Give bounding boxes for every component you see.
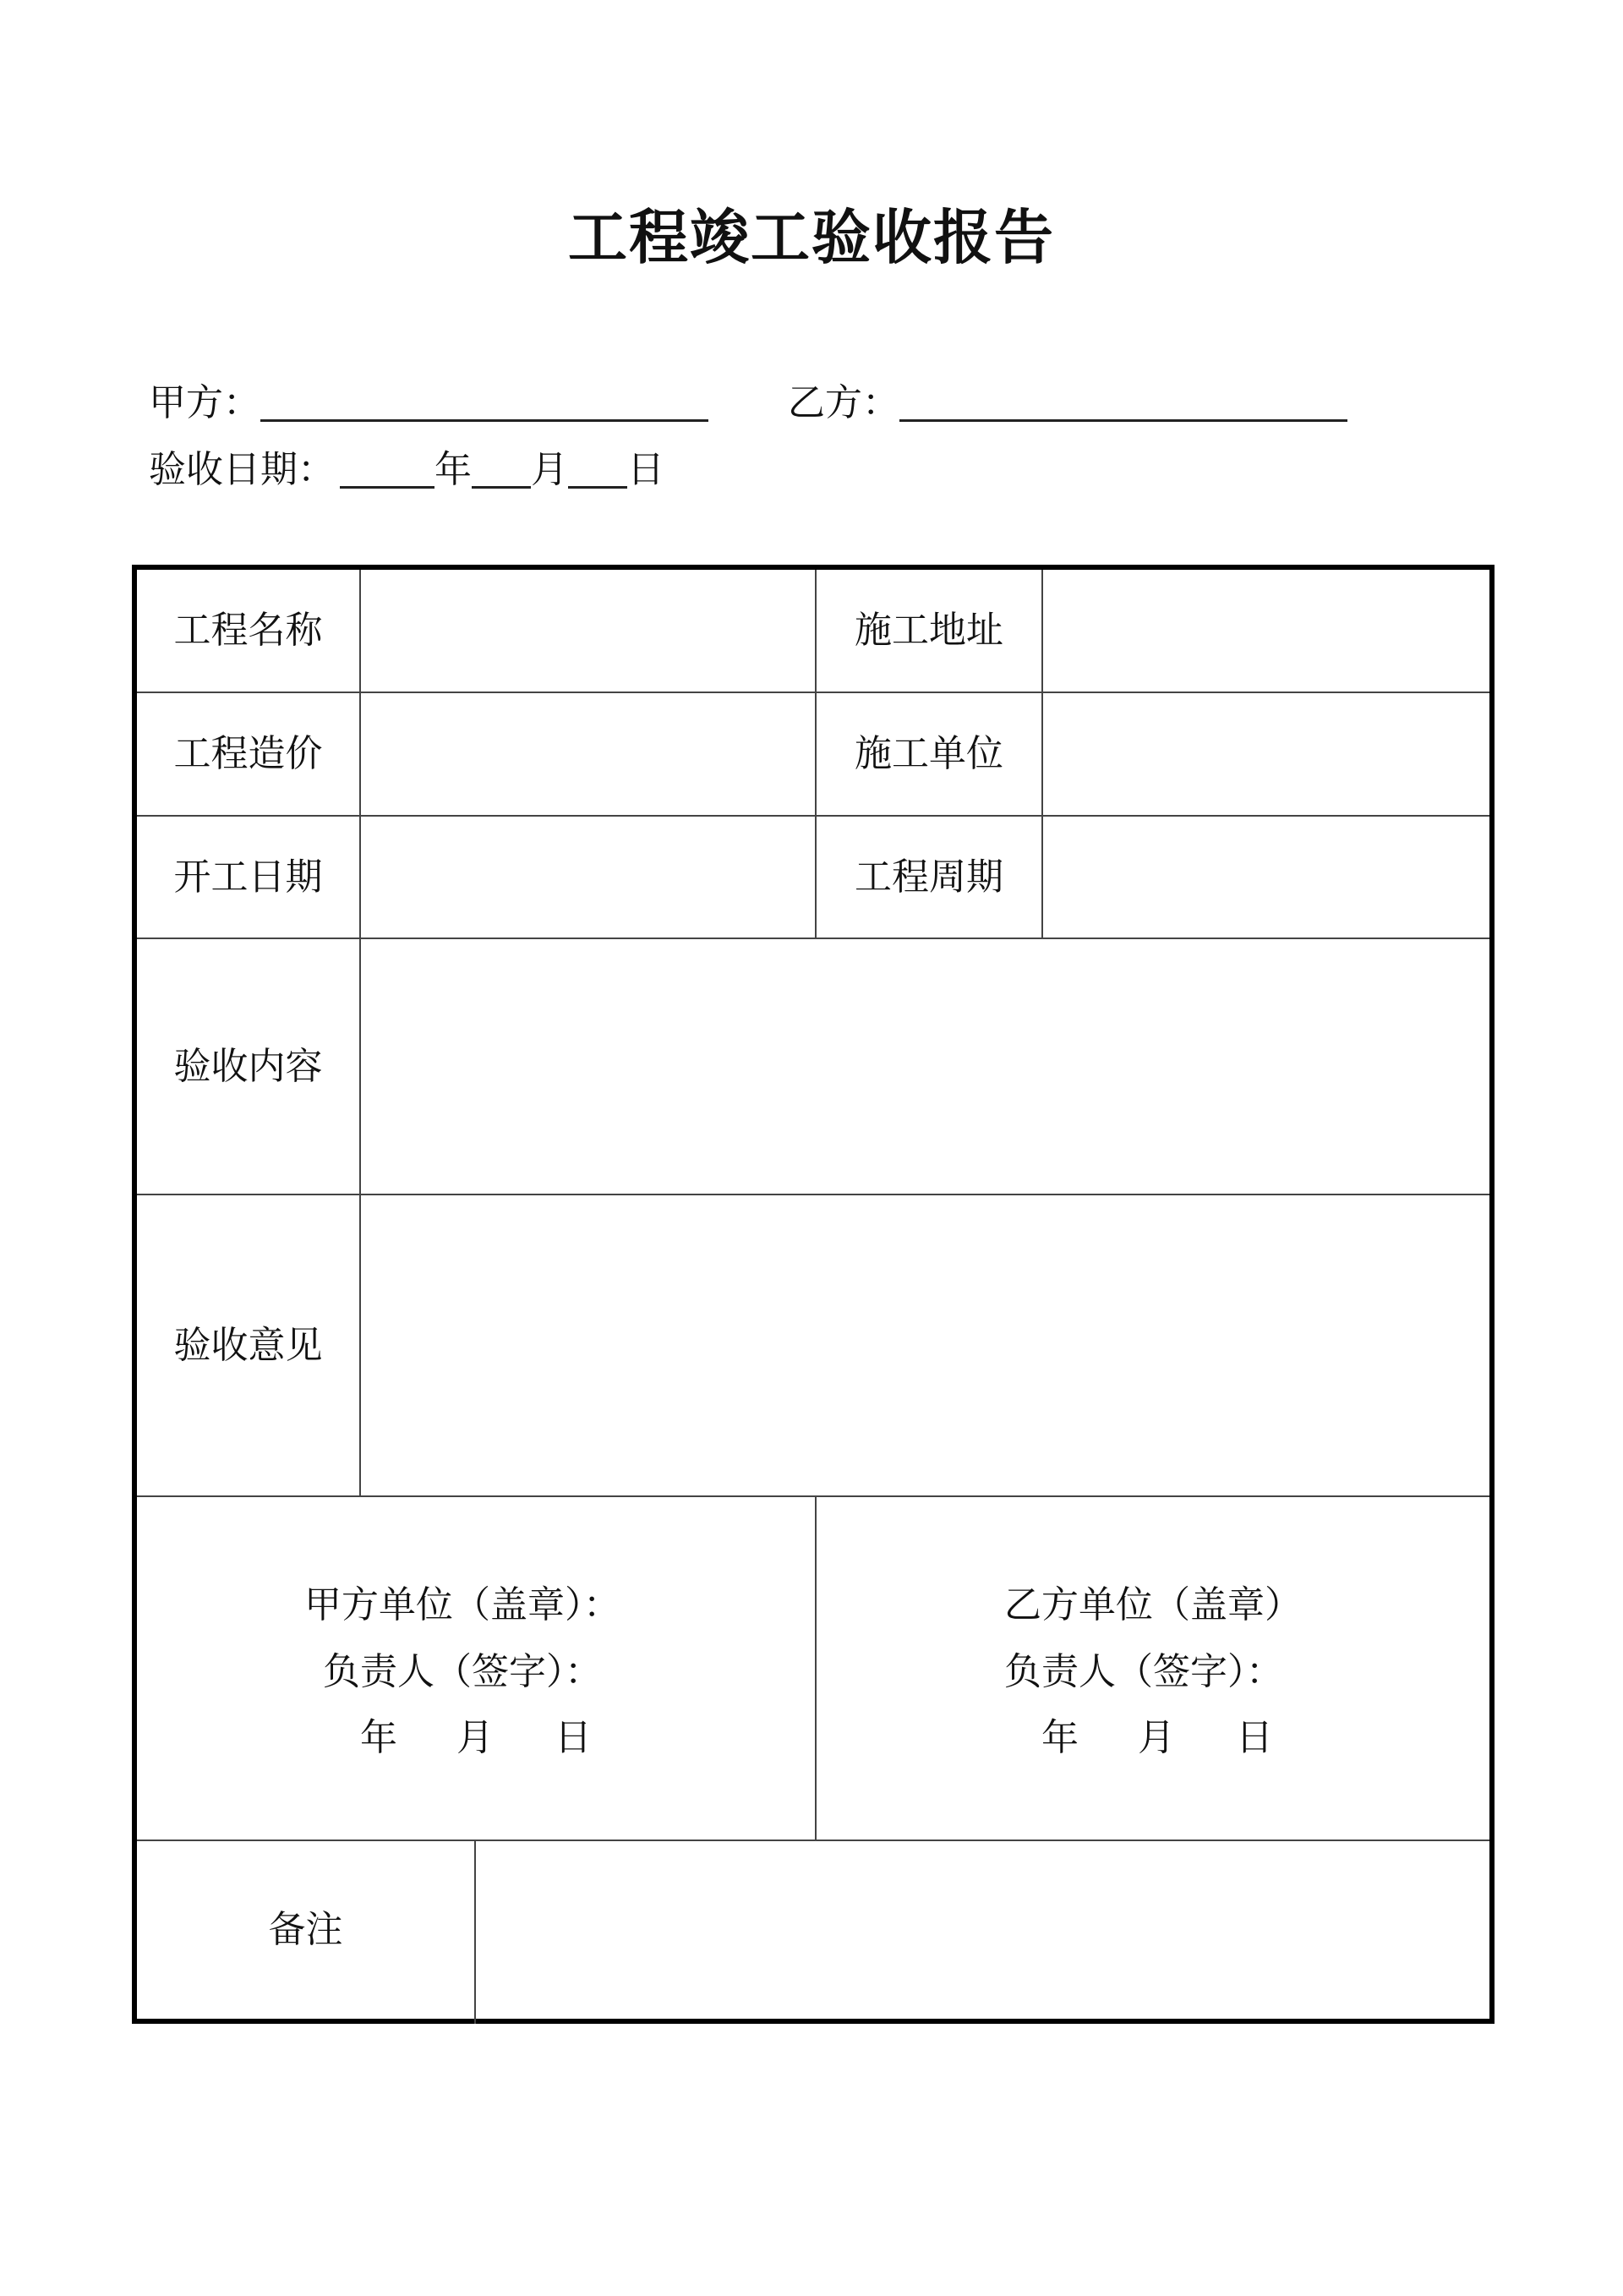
party-a-month-label: 月 <box>456 1716 494 1759</box>
day-label: 日 <box>627 448 664 491</box>
party-a-line <box>149 381 708 424</box>
party-a-person-label: 负责人（签字）： <box>323 1650 602 1693</box>
inspection-opinion-field[interactable] <box>361 1195 1489 1495</box>
party-b-unit-label: 乙方单位（盖章） <box>1004 1583 1302 1626</box>
date-label: 验收日期： <box>149 448 335 491</box>
party-a-day-label: 日 <box>555 1716 592 1759</box>
party-b-person-label: 负责人（签字）： <box>1004 1650 1283 1693</box>
page-title: 工程竣工验收报告 <box>568 203 1055 272</box>
party-a-blank[interactable] <box>260 385 708 422</box>
inspection-content-field[interactable] <box>361 939 1489 1194</box>
remarks-label: 备注 <box>268 1908 343 1951</box>
project-cost-field[interactable] <box>361 693 815 815</box>
party-b-blank[interactable] <box>899 385 1347 422</box>
inspection-opinion-label: 验收意见 <box>173 1323 323 1367</box>
start-date-field[interactable] <box>361 817 815 938</box>
remarks-field[interactable] <box>476 1841 1489 2019</box>
contractor-field[interactable] <box>1043 693 1489 815</box>
acceptance-form-table <box>132 565 1495 2024</box>
start-date-label: 开工日期 <box>173 855 323 899</box>
month-blank[interactable] <box>472 452 531 489</box>
project-cost-label: 工程造价 <box>173 732 323 775</box>
site-address-field[interactable] <box>1043 570 1489 692</box>
project-name-label: 工程名称 <box>173 609 323 652</box>
row-divider <box>137 1495 1489 1497</box>
inspection-date-line <box>149 448 664 491</box>
party-b-label: 乙方： <box>788 381 899 424</box>
project-name-field[interactable] <box>361 570 815 692</box>
inspection-content-label: 验收内容 <box>173 1044 323 1088</box>
month-label: 月 <box>531 448 568 491</box>
project-period-field[interactable] <box>1043 817 1489 938</box>
year-blank[interactable] <box>340 452 434 489</box>
column-divider <box>815 1495 817 1840</box>
project-period-label: 工程周期 <box>855 855 1003 899</box>
site-address-label: 施工地址 <box>855 609 1003 652</box>
year-label: 年 <box>434 448 472 491</box>
party-b-line <box>788 381 1347 424</box>
party-b-day-label: 日 <box>1236 1716 1273 1759</box>
day-blank[interactable] <box>568 452 627 489</box>
party-a-label: 甲方： <box>149 381 260 424</box>
party-a-year-label: 年 <box>360 1716 397 1759</box>
contractor-label: 施工单位 <box>855 732 1003 775</box>
party-a-unit-label: 甲方单位（盖章）： <box>304 1583 620 1626</box>
party-b-month-label: 月 <box>1138 1716 1175 1759</box>
party-b-year-label: 年 <box>1041 1716 1079 1759</box>
